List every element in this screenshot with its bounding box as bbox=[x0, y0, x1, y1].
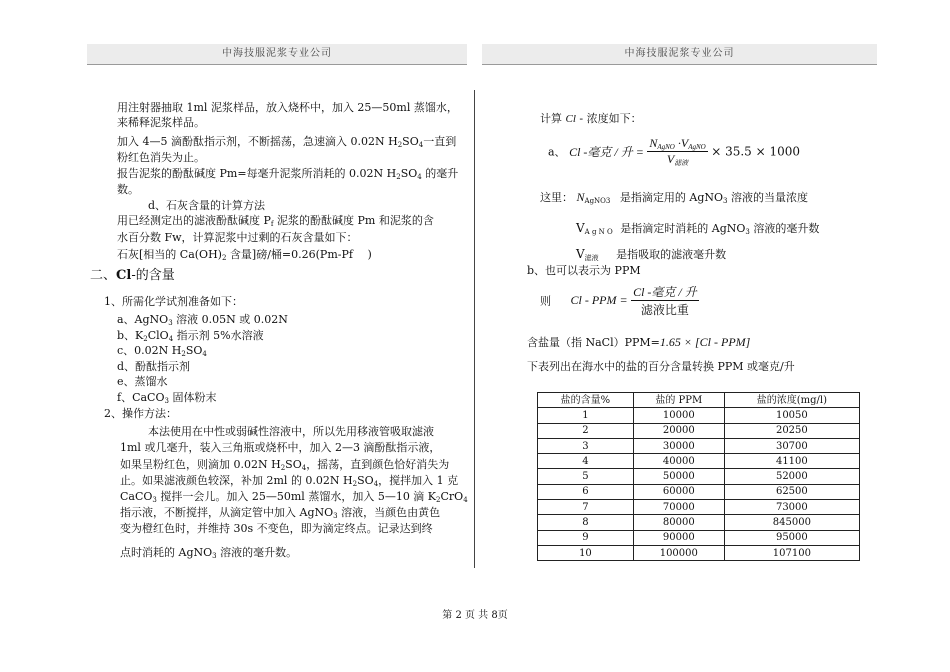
list-item: b、$K_2ClO_4$ 指示剂 5%水溶液 bbox=[117, 329, 264, 343]
definition-v-agno3: $V_{A g N O}$ 是指滴定时消耗的 AgNO$_3$ 溶液的毫升数 bbox=[576, 221, 820, 236]
formula-a-fraction bbox=[647, 136, 707, 167]
formula-a-label: a、 bbox=[548, 145, 566, 159]
table-cell: 73000 bbox=[724, 500, 859, 515]
paragraph-line: CaCO$_3$ 搅拌一会儿。加入 25—50ml 蒸馏水，加入 5—10 滴 $K_2CrO_4$ bbox=[120, 490, 468, 504]
page-header-left: 中海技服泥浆专业公司 bbox=[87, 44, 467, 65]
list-item: f、CaCO$_3$ 固体粉末 bbox=[117, 391, 217, 405]
table-cell: 41100 bbox=[724, 454, 859, 469]
table-row bbox=[538, 438, 860, 453]
formula-a-denominator: $V_{滤液}$ bbox=[647, 151, 707, 167]
page-header-right: 中海技服泥浆专业公司 bbox=[482, 44, 877, 65]
table-row bbox=[538, 408, 860, 423]
table-cell: 40000 bbox=[633, 454, 724, 469]
table-row bbox=[538, 484, 860, 499]
page-number: 第 2 页 共 8页 bbox=[442, 610, 508, 621]
table-cell: 1 bbox=[538, 408, 634, 423]
paragraph-line: 用注射器抽取 1ml 泥浆样品，放入烧杯中，加入 25—50ml 蒸馏水， bbox=[117, 101, 458, 114]
table-cell: 90000 bbox=[633, 530, 724, 545]
definition-v-filtrate: $V_{滤液}$ 是指吸取的滤液毫升数 bbox=[576, 247, 727, 262]
formula-b-lhs: Cl - PPM = bbox=[570, 293, 628, 307]
paragraph-line: 加入 4—5 滴酚酞指示剂，不断摇荡，急速滴入 0.02N $H_2SO_4$一直到 bbox=[117, 135, 457, 149]
formula-a-tail: × 35.5 × 1000 bbox=[711, 144, 801, 159]
paragraph-line: 粉红色消失为止。 bbox=[117, 151, 205, 164]
table-header-cell: 盐的含量% bbox=[538, 393, 634, 408]
list-item: a、AgNO$_3$ 溶液 0.05N 或 0.02N bbox=[117, 313, 288, 327]
list-heading: 1、所需化学试剂准备如下： bbox=[104, 295, 243, 308]
salt-formula: 含盐量（指 NaCl）PPM=1.65 × [Cl - PPM] bbox=[527, 335, 751, 349]
list-item: e、蒸馏水 bbox=[117, 375, 168, 388]
subsection-heading: d、石灰含量的计算方法 bbox=[148, 199, 266, 212]
table-row bbox=[538, 423, 860, 438]
table-cell: 30000 bbox=[633, 438, 724, 453]
paragraph-line: 变为橙红色时，并维持 30s 不变色，即为滴定终点。记录达到终 bbox=[120, 522, 433, 535]
table-cell: 5 bbox=[538, 469, 634, 484]
table-row bbox=[538, 515, 860, 530]
paragraph-line: 指示液，不断搅拌，从滴定管中加入 AgNO$_3$ 溶液，当颜色由黄色 bbox=[120, 506, 441, 520]
table-cell: 10000 bbox=[633, 408, 724, 423]
column-divider bbox=[474, 90, 475, 568]
table-cell: 52000 bbox=[724, 469, 859, 484]
table-cell: 95000 bbox=[724, 530, 859, 545]
table-cell: 7 bbox=[538, 500, 634, 515]
table-cell: 107100 bbox=[724, 545, 859, 560]
table-cell: 80000 bbox=[633, 515, 724, 530]
paragraph-line: 数。 bbox=[117, 183, 139, 196]
table-cell: 70000 bbox=[633, 500, 724, 515]
table-cell: 20000 bbox=[633, 423, 724, 438]
table-row bbox=[538, 454, 860, 469]
table-cell: 10050 bbox=[724, 408, 859, 423]
formula-b-numerator: Cl -毫克 / 升 bbox=[633, 285, 697, 299]
table-cell: 30700 bbox=[724, 438, 859, 453]
table-cell: 50000 bbox=[633, 469, 724, 484]
table-row bbox=[538, 545, 860, 560]
table-cell: 845000 bbox=[724, 515, 859, 530]
definition-n: 这里： $N_{AgNO3}$ 是指滴定用的 AgNO$_3$ 溶液的当量浓度 bbox=[540, 190, 808, 205]
table-intro: 下表列出在海水中的盐的百分含量转换 PPM 或毫克/升 bbox=[527, 360, 795, 373]
salt-conversion-table bbox=[537, 392, 860, 561]
table-row bbox=[538, 469, 860, 484]
list-item: d、酚酞指示剂 bbox=[117, 360, 191, 373]
formula-b-label: 则 bbox=[540, 294, 551, 308]
paragraph-line: 用已经测定出的滤液酚酞碱度 $P_f$ 泥浆的酚酞碱度 Pm 和泥浆的含 bbox=[117, 214, 434, 228]
paragraph-line: 水百分数 Fw，计算泥浆中过剩的石灰含量如下： bbox=[117, 231, 358, 244]
section-heading: 二、Cl-的含量 bbox=[90, 268, 175, 283]
table-header-cell: 盐的 PPM bbox=[633, 393, 724, 408]
formula-b bbox=[540, 283, 699, 318]
formula-line: 石灰[相当的 $Ca(OH)_2$ 含量]磅/桶=0.26(Pm-Pf ) bbox=[117, 248, 372, 262]
table-cell: 62500 bbox=[724, 484, 859, 499]
paragraph-line: 止。如果滤液颜色较深，补加 2ml 的 0.02N $H_2SO_4$，搅拌加入 1 克 bbox=[120, 474, 459, 488]
b-line: b、也可以表示为 PPM bbox=[527, 264, 641, 277]
paragraph-line: 来稀释泥浆样品。 bbox=[117, 116, 205, 129]
paragraph-line: 点时消耗的 AgNO$_3$ 溶液的毫升数。 bbox=[120, 546, 298, 560]
formula-a-numerator: $N_{AgNO} \cdot V_{AgNO}$ bbox=[649, 136, 706, 151]
calc-intro: 计算 Cl - 浓度如下： bbox=[540, 112, 642, 125]
table-header-cell: 盐的浓度(mg/l) bbox=[724, 393, 859, 408]
table-cell: 10 bbox=[538, 545, 634, 560]
table-cell: 100000 bbox=[633, 545, 724, 560]
paragraph-line: 如果呈粉红色，则滴加 0.02N $H_2SO_4$，摇荡，直到颜色恰好消失为 bbox=[120, 458, 450, 472]
table-row bbox=[538, 530, 860, 545]
table-cell: 2 bbox=[538, 423, 634, 438]
formula-b-fraction bbox=[631, 283, 699, 318]
table-cell: 9 bbox=[538, 530, 634, 545]
formula-a bbox=[548, 136, 800, 167]
table-header-row bbox=[538, 393, 860, 408]
table-cell: 60000 bbox=[633, 484, 724, 499]
table-cell: 4 bbox=[538, 454, 634, 469]
table-cell: 8 bbox=[538, 515, 634, 530]
table-cell: 20250 bbox=[724, 423, 859, 438]
list-item: c、0.02N $H_2SO_4$ bbox=[117, 344, 207, 358]
formula-a-lhs: Cl -毫克 / 升 = bbox=[569, 145, 644, 159]
table-row bbox=[538, 500, 860, 515]
table-cell: 3 bbox=[538, 438, 634, 453]
paragraph-line: 本法使用在中性或弱碱性溶液中，所以先用移液管吸取滤液 bbox=[148, 425, 434, 438]
paragraph-line: 1ml 或几毫升，装入三角瓶或烧杯中，加入 2—3 滴酚酞指示液， bbox=[120, 441, 441, 454]
paragraph-line: 报告泥浆的酚酞碱度 Pm=每毫升泥浆所消耗的 0.02N $H_2SO_4$ 的毫升 bbox=[117, 167, 459, 181]
formula-b-denominator: 滤液比重 bbox=[631, 300, 699, 318]
table-cell: 6 bbox=[538, 484, 634, 499]
list-heading: 2、操作方法： bbox=[104, 407, 177, 420]
